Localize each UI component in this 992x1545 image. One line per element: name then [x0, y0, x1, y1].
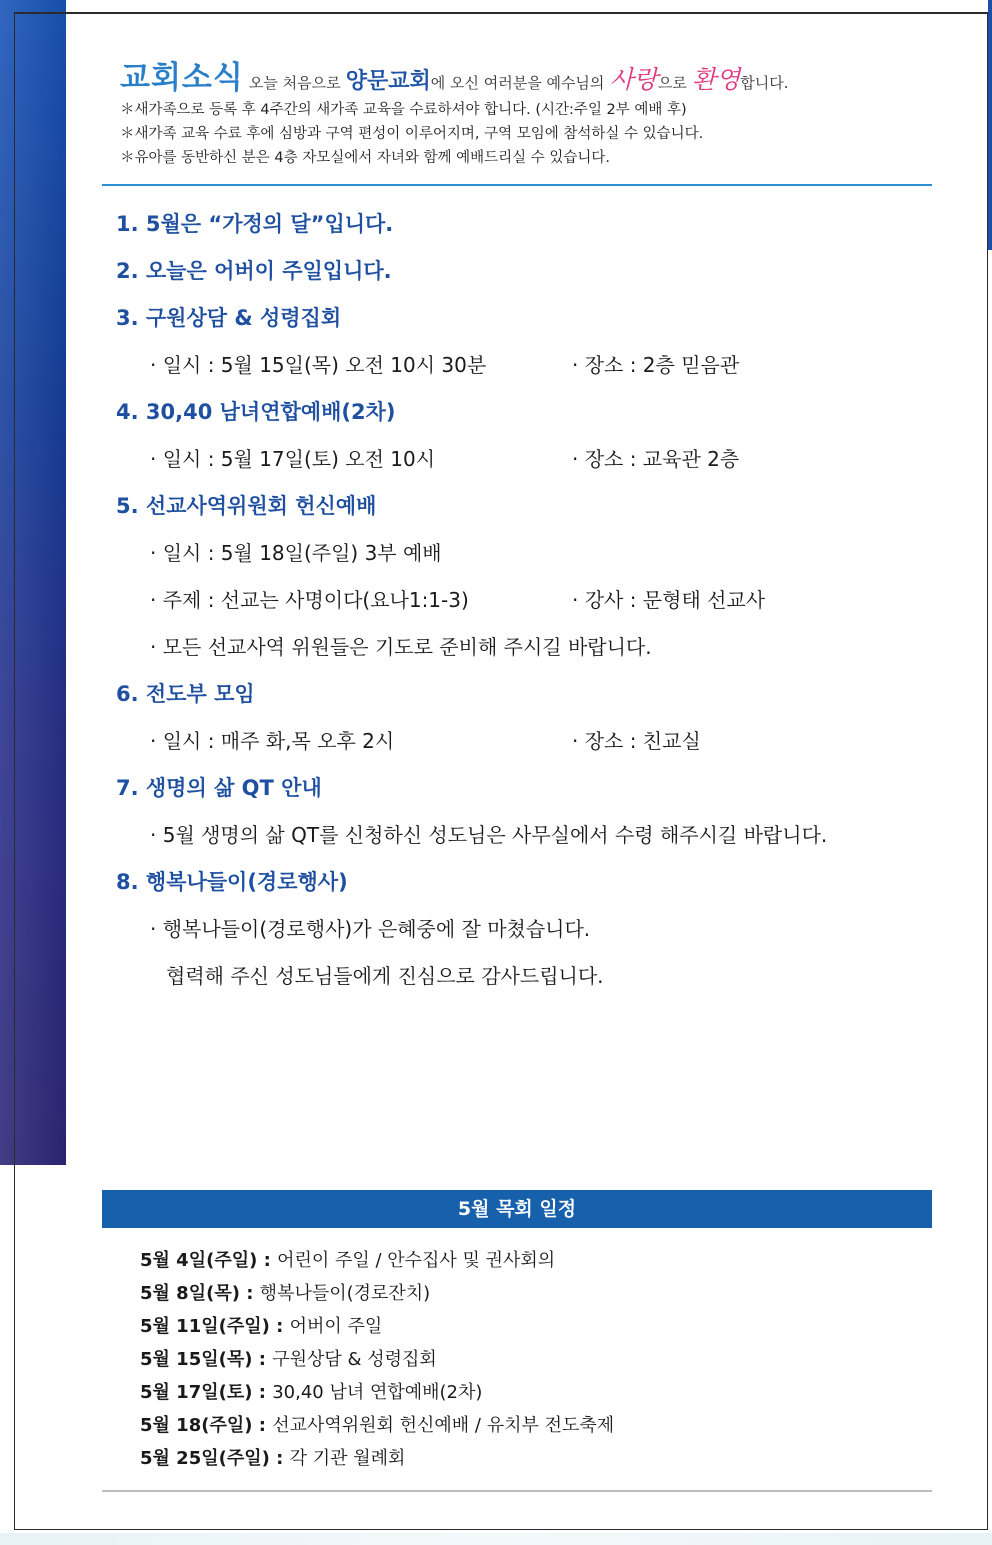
- detail-where: · 장소 : 교육관 2층: [572, 447, 740, 471]
- schedule-sep: :: [239, 1283, 260, 1304]
- greeting-mid: 에 오신 여러분을 예수님의: [430, 74, 605, 92]
- schedule-sep: :: [252, 1415, 273, 1436]
- schedule-row: [140, 1376, 614, 1409]
- announcement-title: 4. 30,40 남녀연합예배(2차): [116, 400, 396, 424]
- schedule-event: 각 기관 월례회: [289, 1448, 406, 1469]
- announcement-title: 5. 선교사역위원회 헌신예배: [116, 494, 377, 518]
- bottom-divider: [102, 1490, 932, 1492]
- announcement-detail: [116, 346, 936, 393]
- schedule-date: 5월 25일(주일): [140, 1448, 270, 1469]
- announcement-detail: [116, 722, 936, 769]
- schedule-row: [140, 1310, 614, 1343]
- detail-note: 협력해 주신 성도님들에게 진심으로 감사드립니다.: [166, 964, 604, 988]
- schedule-row: [140, 1343, 614, 1376]
- decorative-bottom-band: [0, 1533, 992, 1545]
- detail-when: · 일시 : 매주 화,목 오후 2시: [150, 729, 395, 753]
- detail-when: · 일시 : 5월 18일(주일) 3부 예배: [150, 541, 442, 565]
- greeting-end: 합니다.: [740, 74, 789, 92]
- schedule-date: 5월 17일(토): [140, 1382, 253, 1403]
- announcement-title: 6. 전도부 모임: [116, 682, 255, 706]
- announcement-detail: [116, 581, 936, 628]
- schedule-row: [140, 1442, 614, 1475]
- decorative-edge: [988, 0, 992, 250]
- schedule-sep: :: [252, 1382, 273, 1403]
- greeting-particle: 으로: [657, 74, 687, 92]
- schedule-sep: :: [269, 1448, 290, 1469]
- detail-note: · 모든 선교사역 위원들은 기도로 준비해 주시길 바랍니다.: [150, 635, 652, 659]
- welcome-word: 환영: [691, 65, 741, 94]
- schedule-sep: :: [252, 1349, 273, 1370]
- announcement-title: 3. 구원상담 & 성령집회: [116, 306, 342, 330]
- schedule-sep: :: [257, 1250, 278, 1271]
- detail-when: · 일시 : 5월 17일(토) 오전 10시: [150, 447, 436, 471]
- schedule-date: 5월 11일(주일): [140, 1316, 270, 1337]
- schedule-list: [140, 1244, 614, 1475]
- church-name: 양문교회: [345, 69, 431, 94]
- detail-speaker: · 강사 : 문형태 선교사: [572, 588, 766, 612]
- schedule-row: [140, 1277, 614, 1310]
- schedule-title: 5월 목회 일정: [102, 1190, 932, 1228]
- detail-note: · 행복나들이(경로행사)가 은혜중에 잘 마쳤습니다.: [150, 917, 591, 941]
- announcement-list: [116, 205, 936, 1004]
- announcement-detail: [116, 957, 936, 1004]
- schedule-date: 5월 8일(목): [140, 1283, 240, 1304]
- page-title: 교회소식: [120, 60, 244, 96]
- schedule-date: 5월 15일(목): [140, 1349, 253, 1370]
- schedule-event: 30,40 남녀 연합예배(2차): [272, 1382, 483, 1403]
- greeting-pre: 오늘 처음으로: [248, 74, 341, 92]
- schedule-event: 어버이 주일: [289, 1316, 383, 1337]
- announcement-title: 1. 5월은 “가정의 달”입니다.: [116, 212, 394, 236]
- schedule-event: 행복나들이(경로잔치): [259, 1283, 431, 1304]
- detail-note: · 5월 생명의 삶 QT를 신청하신 성도님은 사무실에서 수령 해주시길 바랍니다.: [150, 823, 828, 847]
- schedule-date: 5월 18(주일): [140, 1415, 253, 1436]
- announcement-detail: [116, 534, 936, 581]
- announcement-title: 2. 오늘은 어버이 주일입니다.: [116, 259, 392, 283]
- schedule-date: 5월 4일(주일): [140, 1250, 258, 1271]
- announcement-detail: [116, 628, 936, 675]
- schedule-event: 어린이 주일 / 안수집사 및 권사회의: [277, 1250, 556, 1271]
- announcement-detail: [116, 440, 936, 487]
- schedule-sep: :: [269, 1316, 290, 1337]
- detail-where: · 장소 : 2층 믿음관: [572, 353, 740, 377]
- note-line: ＊새가족 교육 수료 후에 심방과 구역 편성이 이루어지며, 구역 모임에 참석하실 수 있습니다.: [120, 126, 704, 142]
- announcement-title: 8. 행복나들이(경로행사): [116, 870, 348, 894]
- detail-where: · 장소 : 친교실: [572, 729, 701, 753]
- divider: [102, 184, 932, 186]
- note-line: ＊새가족으로 등록 후 4주간의 새가족 교육을 수료하셔야 합니다. (시간:주일 2부 예배 후): [120, 102, 687, 118]
- schedule-row: [140, 1409, 614, 1442]
- announcement-detail: [116, 910, 936, 957]
- love-word: 사랑: [609, 65, 658, 94]
- newcomer-notes: [120, 98, 703, 170]
- announcement-detail: [116, 816, 936, 863]
- note-line: ＊유아를 동반하신 분은 4층 자모실에서 자녀와 함께 예배드리실 수 있습니다.: [120, 150, 611, 166]
- schedule-event: 선교사역위원회 헌신예배 / 유치부 전도축제: [272, 1415, 615, 1436]
- announcement-title: 7. 생명의 삶 QT 안내: [116, 776, 322, 800]
- detail-theme: · 주제 : 선교는 사명이다(요나1:1-3): [150, 588, 469, 612]
- schedule-event: 구원상담 & 성령집회: [272, 1349, 437, 1370]
- schedule-row: [140, 1244, 614, 1277]
- detail-when: · 일시 : 5월 15일(목) 오전 10시 30분: [150, 353, 487, 377]
- header: [120, 52, 788, 97]
